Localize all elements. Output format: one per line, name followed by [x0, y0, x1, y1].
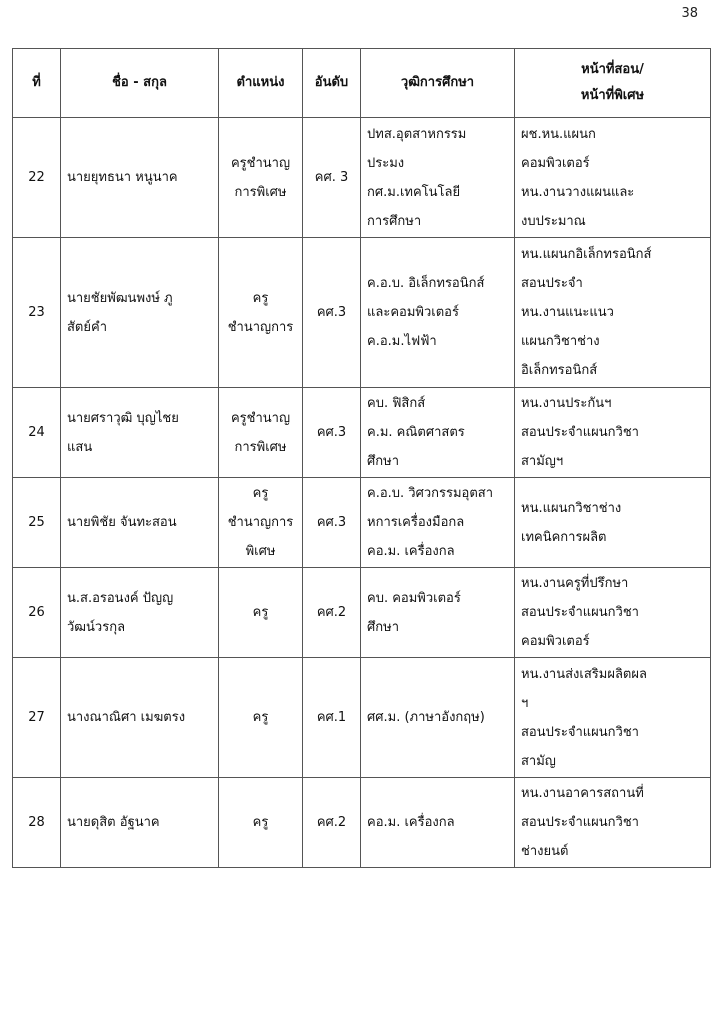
- header-row: [13, 49, 711, 118]
- position-line: ครู: [252, 290, 269, 306]
- cell-no: 23: [13, 238, 61, 388]
- cell-no: 26: [13, 568, 61, 658]
- cell-rank: คศ.3: [303, 238, 361, 388]
- duty-line: แผนกวิชาช่าง: [521, 334, 600, 349]
- education-line: กศ.ม.เทคโนโลยี: [367, 184, 461, 200]
- cell-rank: คศ.2: [303, 568, 361, 658]
- cell-no: 25: [13, 478, 61, 568]
- cell-name: [61, 568, 219, 658]
- cell-education: [361, 238, 515, 388]
- education-line: หการเครื่องมือกล: [367, 515, 465, 530]
- duty-line: สามัญฯ: [521, 454, 564, 469]
- cell-position: [219, 568, 303, 658]
- cell-position: [219, 778, 303, 868]
- page-number: 38: [681, 6, 698, 21]
- duty-line: เทคนิคการผลิต: [521, 529, 607, 545]
- cell-name: [61, 118, 219, 238]
- header-duty: [515, 49, 711, 118]
- duty-line: สอนประจำแผนกวิชา: [521, 605, 639, 620]
- cell-rank: คศ.3: [303, 388, 361, 478]
- duty-line: หน.งานครูที่ปรึกษา: [521, 576, 629, 591]
- education-line: คอ.ม. เครื่องกล: [367, 544, 455, 559]
- cell-position: [219, 478, 303, 568]
- duty-line: งบประมาณ: [521, 213, 586, 229]
- education-line: ศึกษา: [367, 619, 399, 635]
- education-line: คบ. ฟิสิกส์: [367, 396, 426, 411]
- education-line: ศึกษา: [367, 454, 399, 469]
- position-line: พิเศษ: [245, 544, 276, 559]
- cell-name: [61, 478, 219, 568]
- position-line: ครู: [252, 815, 269, 830]
- education-line: การศึกษา: [367, 213, 422, 229]
- table-row: [13, 238, 711, 388]
- duty-line: ช่างยนต์: [521, 844, 569, 859]
- education-line: ค.อ.บ. อิเล็กทรอนิกส์: [367, 276, 485, 291]
- position-line: ชำนาญการ: [227, 319, 294, 335]
- name-line: นางณาณิศา เมฆตรง: [67, 710, 186, 725]
- cell-name: [61, 388, 219, 478]
- duty-line: คอมพิวเตอร์: [521, 155, 590, 171]
- name-line: นายพิชัย จันทะสอน: [67, 515, 177, 530]
- header-rank: อันดับ: [303, 49, 361, 118]
- cell-education: [361, 778, 515, 868]
- position-line: ครู: [252, 486, 269, 501]
- cell-position: [219, 238, 303, 388]
- duty-line: หน.งานอาคารสถานที่: [521, 786, 644, 801]
- cell-name: [61, 778, 219, 868]
- cell-duty: [515, 118, 711, 238]
- position-line: ครู: [252, 605, 269, 620]
- name-line: นายศราวุฒิ บุญไชย: [67, 410, 179, 426]
- duty-line: สอนประจำ: [521, 276, 583, 291]
- cell-position: [219, 118, 303, 238]
- duty-line: สอนประจำแผนกวิชา: [521, 815, 639, 830]
- position-line: ครูชำนาญ: [230, 155, 291, 171]
- name-line: นายดุสิต อัฐนาค: [67, 815, 160, 830]
- cell-rank: คศ.3: [303, 478, 361, 568]
- education-line: ประมง: [367, 155, 405, 171]
- cell-position: [219, 658, 303, 778]
- duty-line: หน.งานประกันฯ: [521, 396, 612, 411]
- education-line: คบ. คอมพิวเตอร์: [367, 590, 461, 606]
- duty-line: หน.งานวางแผนและ: [521, 184, 635, 200]
- duty-line: สามัญ: [521, 753, 556, 769]
- header-education: วุฒิการศึกษา: [361, 49, 515, 118]
- cell-education: [361, 568, 515, 658]
- name-line: น.ส.อรอนงค์ ปัญญ: [67, 590, 174, 606]
- duty-line: อิเล็กทรอนิกส์: [521, 363, 598, 378]
- header-no: ที่: [13, 49, 61, 118]
- position-line: การพิเศษ: [234, 184, 287, 200]
- cell-rank: คศ.1: [303, 658, 361, 778]
- header-name: ชื่อ - สกุล: [61, 49, 219, 118]
- cell-position: [219, 388, 303, 478]
- cell-duty: [515, 658, 711, 778]
- staff-table: [12, 48, 711, 868]
- cell-duty: [515, 478, 711, 568]
- cell-education: [361, 658, 515, 778]
- table-row: [13, 658, 711, 778]
- header-duty-line2: หน้าที่พิเศษ: [580, 88, 645, 103]
- position-line: ชำนาญการ: [227, 515, 294, 530]
- education-line: ค.อ.บ. วิศวกรรมอุตสา: [367, 486, 494, 501]
- education-line: และคอมพิวเตอร์: [367, 305, 459, 320]
- duty-line: สอนประจำแผนกวิชา: [521, 425, 639, 440]
- cell-duty: [515, 568, 711, 658]
- cell-rank: คศ.2: [303, 778, 361, 868]
- cell-rank: คศ. 3: [303, 118, 361, 238]
- header-position: ตำแหน่ง: [219, 49, 303, 118]
- name-line: สัตย์คำ: [67, 319, 107, 335]
- cell-duty: [515, 238, 711, 388]
- duty-line: หน.แผนกอิเล็กทรอนิกส์: [521, 247, 652, 262]
- duty-line: หน.แผนกวิชาช่าง: [521, 500, 622, 516]
- table-row: [13, 568, 711, 658]
- education-line: ค.ม. คณิตศาสตร: [367, 425, 465, 440]
- table-row: [13, 778, 711, 868]
- name-line: นายยุทธนา หนูนาค: [67, 170, 178, 185]
- cell-no: 22: [13, 118, 61, 238]
- name-line: แสน: [67, 439, 93, 455]
- name-line: นายชัยพัฒนพงษ์ ภู: [67, 290, 173, 306]
- cell-no: 24: [13, 388, 61, 478]
- table-row: [13, 118, 711, 238]
- duty-line: สอนประจำแผนกวิชา: [521, 724, 639, 740]
- duty-line: หน.งานแนะแนว: [521, 305, 614, 320]
- education-line: ค.อ.ม.ไฟฟ้า: [367, 334, 437, 349]
- table-row: [13, 388, 711, 478]
- duty-line: ฯ: [521, 695, 529, 711]
- duty-line: หน.งานส่งเสริมผลิตผล: [521, 666, 647, 682]
- cell-name: [61, 658, 219, 778]
- cell-no: 27: [13, 658, 61, 778]
- education-line: ปทส.อุตสาหกรรม: [367, 126, 467, 142]
- cell-education: [361, 388, 515, 478]
- cell-duty: [515, 778, 711, 868]
- cell-education: [361, 478, 515, 568]
- position-line: ครู: [252, 710, 269, 725]
- cell-education: [361, 118, 515, 238]
- header-duty-line1: หน้าที่สอน/: [581, 62, 644, 77]
- table-body: [13, 118, 711, 868]
- education-line: คอ.ม. เครื่องกล: [367, 815, 455, 830]
- table-row: [13, 478, 711, 568]
- duty-line: ผช.หน.แผนก: [521, 126, 596, 142]
- cell-name: [61, 238, 219, 388]
- name-line: วัฒน์วรกุล: [67, 619, 126, 635]
- cell-no: 28: [13, 778, 61, 868]
- cell-duty: [515, 388, 711, 478]
- position-line: การพิเศษ: [234, 439, 287, 455]
- duty-line: คอมพิวเตอร์: [521, 634, 590, 649]
- position-line: ครูชำนาญ: [230, 410, 291, 426]
- education-line: ศศ.ม. (ภาษาอังกฤษ): [367, 710, 485, 725]
